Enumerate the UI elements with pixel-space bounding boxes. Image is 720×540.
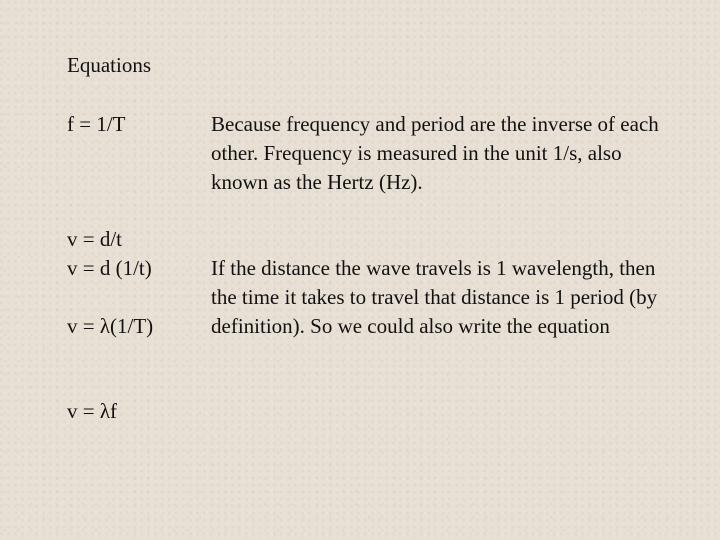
equation-velocity-distance-time: v = d/t bbox=[67, 227, 123, 251]
equation-frequency-period: f = 1/T bbox=[67, 112, 126, 136]
equation-velocity-distance-inverse-time: v = d (1/t) bbox=[67, 256, 152, 280]
note-frequency-period: Because frequency and period are the inverse of each other. Frequency is measured in the unit 1/s, also known as the Hertz (Hz). bbox=[211, 112, 659, 194]
equation-velocity-wavelength-frequency: v = λf bbox=[67, 399, 118, 423]
note-wavelength-period: If the distance the wave travels is 1 wavelength, then the time it takes to travel that distance is 1 period (by definition). So we could also write the equation bbox=[211, 256, 658, 338]
equation-velocity-wavelength-inverse-period: v = λ(1/T) bbox=[67, 314, 154, 338]
slide-title: Equations bbox=[67, 53, 151, 77]
